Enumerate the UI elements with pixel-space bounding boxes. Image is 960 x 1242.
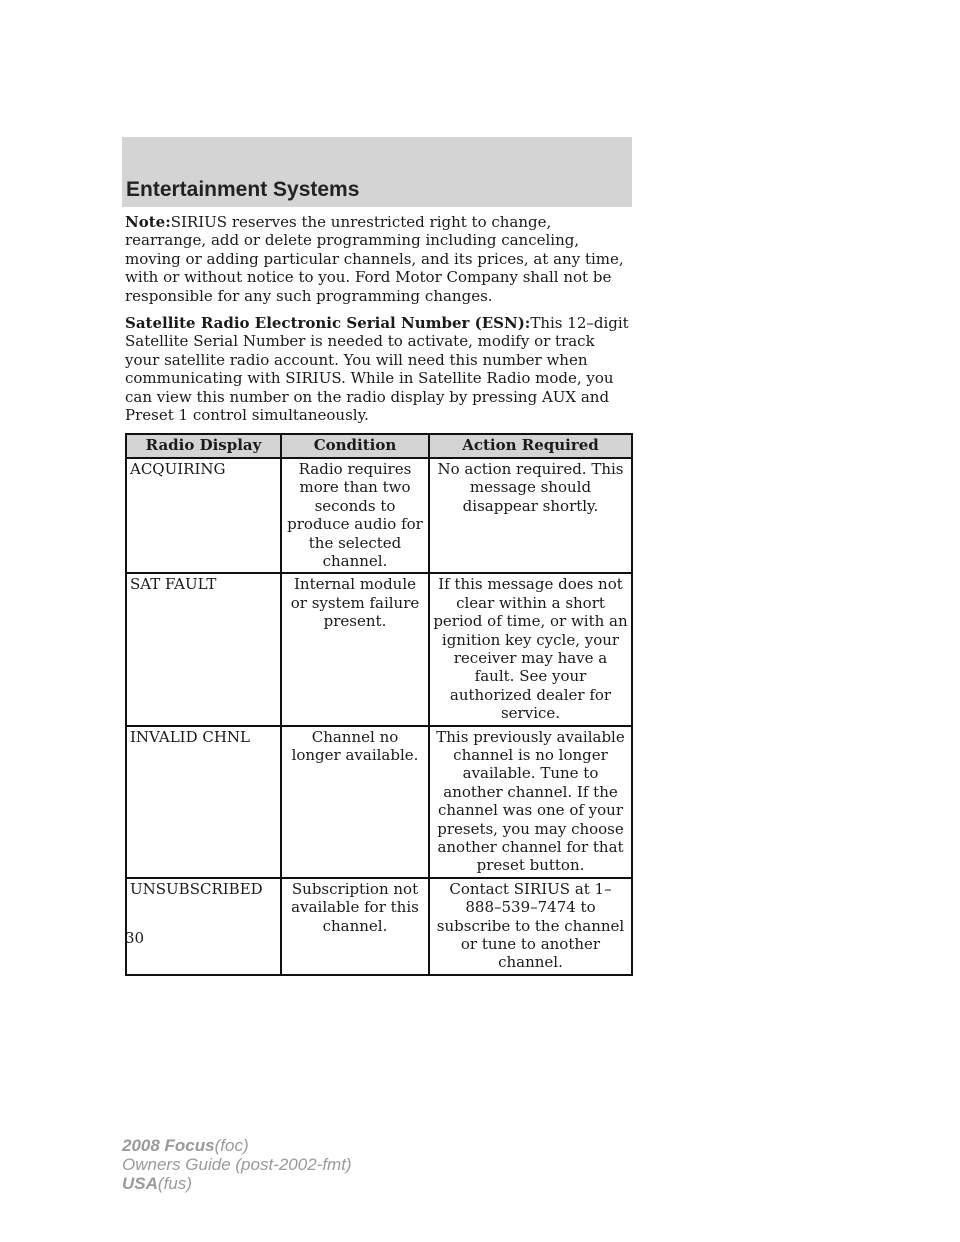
table-header-row [126,434,632,457]
footer-model-name: 2008 Focus [122,1136,215,1155]
table-row [126,573,632,725]
note-paragraph [125,213,633,305]
footer-line-market [122,1174,352,1193]
action-cell: No action required. This message should disappear shortly. [429,458,632,573]
radio-display-cell: ACQUIRING [126,458,281,573]
footer-line-guide: Owners Guide (post-2002-fmt) [122,1155,352,1174]
condition-cell: Radio requires more than two seconds to produce audio for the selected channel. [281,458,429,573]
action-cell: This previously available channel is no longer available. Tune to another channel. If the channel was one of your presets, you may choose another channel for that preset button. [429,726,632,878]
esn-label: Satellite Radio Electronic Serial Number (ESN): [125,314,531,333]
column-header-radio-display: Radio Display [126,434,281,457]
column-header-action-required: Action Required [429,434,632,457]
table-row [126,878,632,975]
condition-cell: Internal module or system failure present. [281,573,429,725]
footer-model-code: (foc) [214,1136,249,1155]
footer-line-model [122,1136,352,1155]
radio-display-cell: UNSUBSCRIBED [126,878,281,975]
footer-market-code: (fus) [157,1174,192,1193]
esn-text: This 12–digit Satellite Serial Number is needed to activate, modify or track your satellite radio account. You will need this number when communicating with SIRIUS. While in Satellite Radio mode, you can view this number on the radio display by pressing AUX and Preset 1 control simultaneously. [125,314,629,425]
condition-cell: Subscription not available for this channel. [281,878,429,975]
footer-market-name: USA [122,1174,158,1193]
esn-paragraph [125,314,633,424]
radio-display-cell: SAT FAULT [126,573,281,725]
radio-display-table [125,433,633,975]
section-title: Entertainment Systems [126,178,360,201]
page-content [125,213,633,976]
document-footer [122,1136,352,1193]
note-text: SIRIUS reserves the unrestricted right to change, rearrange, add or delete programming including canceling, moving or adding particular channels, and its prices, at any time, with or without notice to you. Ford Motor Company shall not be responsible for any such programming changes. [125,213,624,305]
table-row [126,458,632,573]
condition-cell: Channel no longer available. [281,726,429,878]
action-cell: Contact SIRIUS at 1–888–539–7474 to subscribe to the channel or tune to another channel. [429,878,632,975]
action-cell: If this message does not clear within a short period of time, or with an ignition key cycle, your receiver may have a fault. See your authorized dealer for service. [429,573,632,725]
column-header-condition: Condition [281,434,429,457]
radio-display-cell: INVALID CHNL [126,726,281,878]
page-number: 30 [125,929,145,947]
note-label: Note: [125,213,171,231]
table-row [126,726,632,878]
